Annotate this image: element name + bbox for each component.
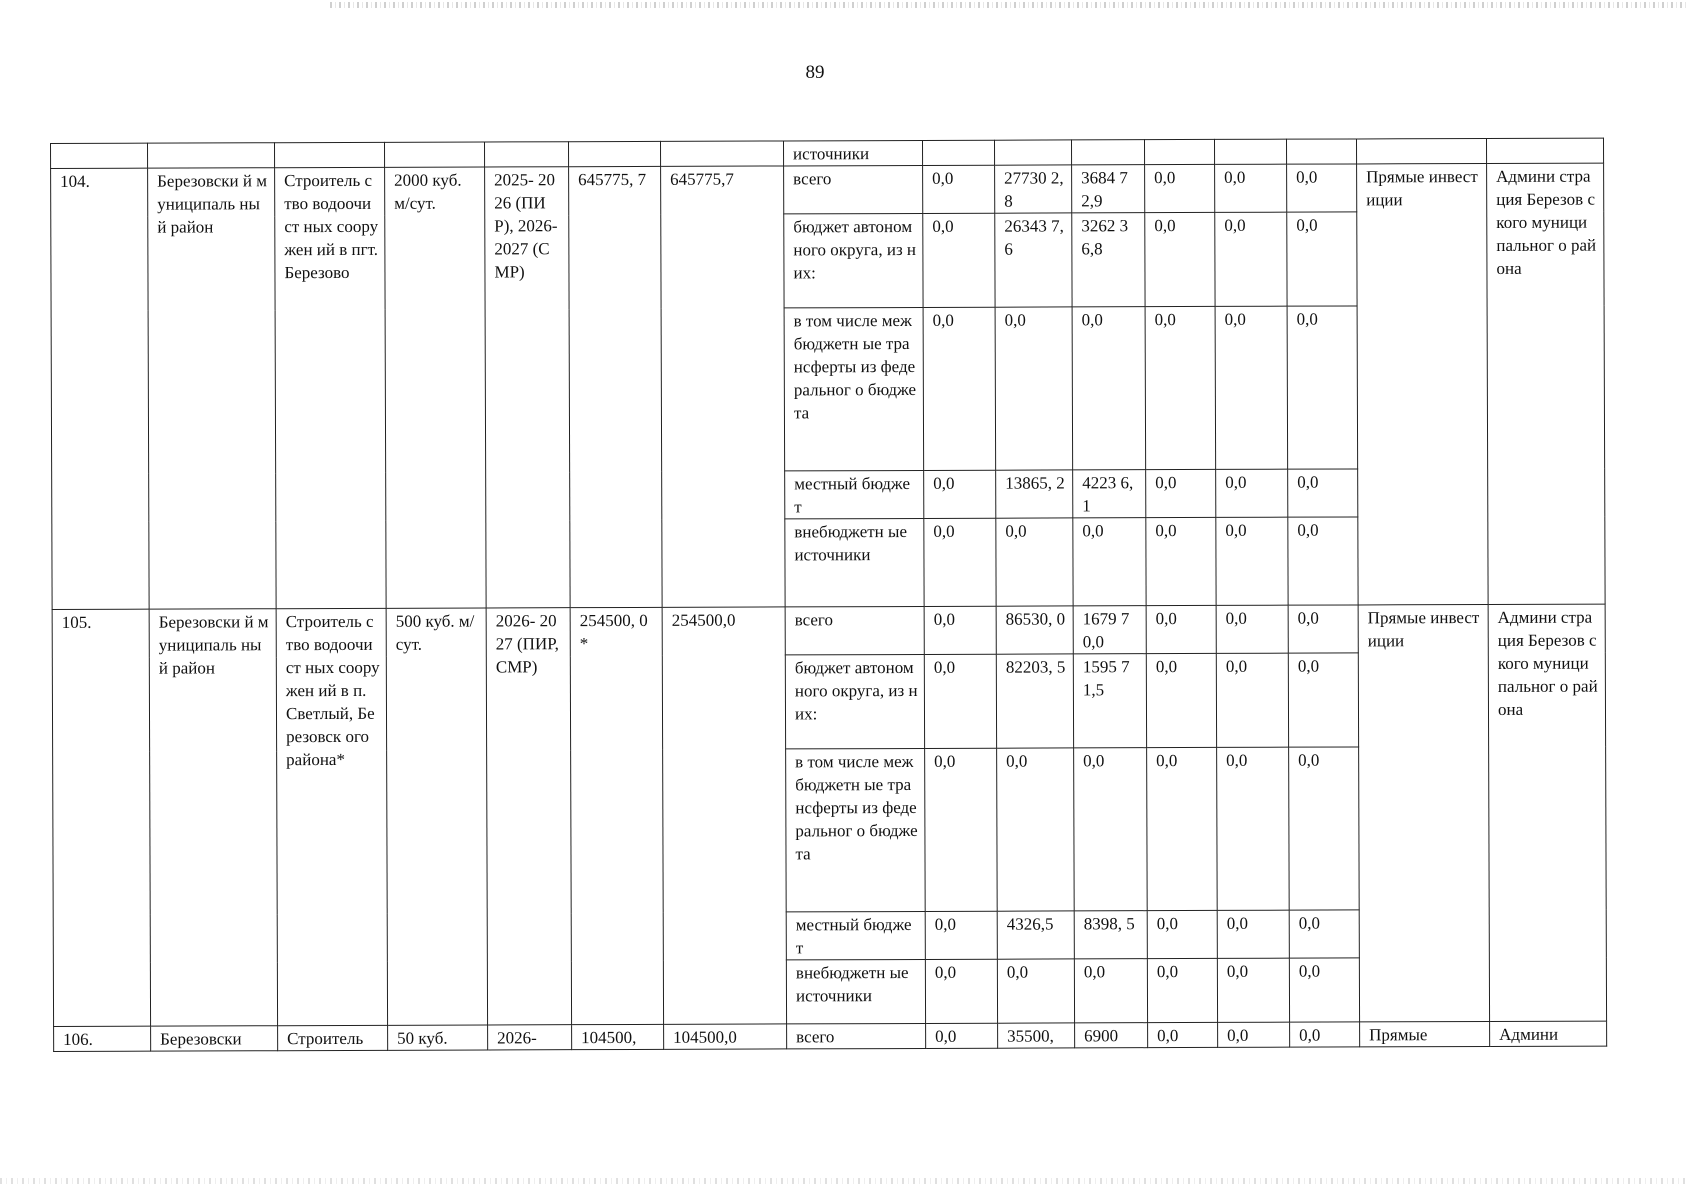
empty-cell <box>1071 140 1144 165</box>
value-cell: 0,0 <box>1147 958 1217 1022</box>
value-cell: 0,0 <box>924 654 996 748</box>
value-cell: 86530, 0 <box>996 606 1073 654</box>
value-cell: 0,0 <box>1217 747 1290 910</box>
executor-cell: Админи <box>1490 1021 1607 1046</box>
value-cell: 1595 71,5 <box>1073 654 1146 748</box>
value-cell: 0,0 <box>1290 1022 1360 1047</box>
empty-cell <box>1356 138 1486 163</box>
cost-total-cell: 645775, 7 <box>569 166 663 607</box>
value-cell: 0,0 <box>1146 653 1216 747</box>
value-cell: 0,0 <box>1215 306 1288 469</box>
value-cell: 0,0 <box>997 959 1074 1023</box>
source-name-cell: всего <box>787 1023 926 1048</box>
row-number: 106. <box>54 1026 151 1051</box>
value-cell: 8398, 5 <box>1074 911 1147 959</box>
value-cell: 3262 36,8 <box>1072 213 1145 307</box>
source-name-cell: местный бюджет <box>786 911 925 959</box>
source-name-cell: всего <box>784 165 923 213</box>
source-name-cell: внебюджетн ые источники <box>786 959 925 1023</box>
capacity-cell: 50 куб. <box>388 1025 488 1050</box>
scan-edge-bottom <box>0 1178 1686 1184</box>
district-cell: Березовски й муниципаль ный район <box>149 609 277 1026</box>
capacity-cell: 2000 куб. м/сут. <box>385 167 487 608</box>
source-name-cell: внебюджетн ые источники <box>785 518 924 606</box>
table-row <box>51 163 1604 216</box>
source-name-cell: местный бюджет <box>785 470 924 518</box>
source-name-cell: бюджет автономного округа, из них: <box>784 213 923 307</box>
value-cell: 0,0 <box>996 518 1073 606</box>
mechanism-cell: Прямые инвестиции <box>1358 604 1489 1021</box>
value-cell: 0,0 <box>1145 212 1215 306</box>
value-cell: 4223 6,1 <box>1073 470 1146 518</box>
value-cell: 82203, 5 <box>996 654 1073 748</box>
district-cell: Березовски й муниципаль ный район <box>148 168 277 609</box>
value-cell: 0,0 <box>1288 469 1358 517</box>
value-cell: 0,0 <box>1216 653 1288 747</box>
value-cell: 0,0 <box>1288 653 1358 747</box>
value-cell: 0,0 <box>1288 517 1358 605</box>
value-cell: 0,0 <box>1289 910 1359 958</box>
row-number: 105. <box>52 609 150 1026</box>
source-name-cell: в том числе межбюджетн ые трансферты из федеральног о бюджета <box>784 307 924 470</box>
source-name-cell: всего <box>785 606 924 654</box>
table-row <box>52 604 1605 657</box>
period-cell: 2026- <box>488 1025 572 1050</box>
executor-cell: Админи страция Березов ского муници пальног о района <box>1488 604 1606 1021</box>
value-cell: 26343 7,6 <box>995 213 1072 307</box>
value-cell: 0,0 <box>924 518 996 606</box>
district-cell: Березовски <box>151 1026 278 1051</box>
empty-cell <box>1214 139 1286 164</box>
value-cell: 0,0 <box>1145 306 1216 469</box>
value-cell: 0,0 <box>925 911 997 959</box>
value-cell: 0,0 <box>1217 958 1289 1022</box>
source-name-cell: в том числе межбюджетн ые трансферты из федеральног о бюджета <box>786 748 926 911</box>
value-cell: 0,0 <box>995 307 1073 470</box>
value-cell: 0,0 <box>1218 1022 1290 1047</box>
value-cell: 6900 <box>1075 1023 1148 1048</box>
empty-cell <box>384 142 484 167</box>
value-cell: 0,0 <box>1289 747 1360 910</box>
executor-cell: Админи страция Березов ского муници пальног о района <box>1487 163 1606 604</box>
empty-cell <box>148 143 275 168</box>
row-number: 104. <box>51 168 150 609</box>
cost-total-cell: 254500, 0* <box>570 607 663 1024</box>
value-cell: 0,0 <box>1215 212 1287 306</box>
capacity-cell: 500 куб. м/сут. <box>386 608 487 1025</box>
investment-table-wrapper <box>50 138 1607 1052</box>
value-cell: 0,0 <box>1287 306 1358 469</box>
period-cell: 2026- 2027 (ПИР, СМР) <box>486 608 571 1025</box>
empty-cell <box>51 143 148 168</box>
value-cell: 1679 70,0 <box>1073 606 1146 654</box>
value-cell: 0,0 <box>923 165 995 213</box>
source-label: источники <box>783 140 922 165</box>
period-cell: 2025- 2026 (ПИР), 2026- 2027 (СМР) <box>485 167 571 608</box>
empty-cell <box>660 141 783 166</box>
table-row-partial <box>54 1021 1607 1051</box>
value-cell: 0,0 <box>1217 910 1289 958</box>
object-cell: Строитель ство водоочист ных сооружен ий в пгт. Березово <box>275 167 387 608</box>
value-cell: 0,0 <box>1074 748 1148 911</box>
mechanism-cell: Прямые <box>1360 1021 1490 1046</box>
empty-cell <box>568 141 660 166</box>
empty-cell <box>484 142 568 167</box>
value-cell: 0,0 <box>1146 517 1216 605</box>
object-cell: Строитель <box>278 1025 388 1050</box>
value-cell: 0,0 <box>1216 469 1288 517</box>
value-cell: 0,0 <box>1288 605 1358 653</box>
investment-projects-table <box>50 138 1607 1052</box>
value-cell: 0,0 <box>1074 959 1147 1023</box>
value-cell: 27730 2,8 <box>995 165 1072 213</box>
scan-edge-top <box>330 2 1686 8</box>
value-cell: 0,0 <box>926 1023 998 1048</box>
cost-remaining-cell: 645775,7 <box>661 166 786 607</box>
value-cell: 0,0 <box>1287 164 1357 212</box>
empty-cell <box>994 140 1071 165</box>
value-cell: 0,0 <box>1289 958 1359 1022</box>
object-cell: Строитель ство водоочист ных сооружен ий в п. Светлый, Березовск ого района* <box>276 608 387 1025</box>
value-cell: 0,0 <box>1072 307 1146 470</box>
value-cell: 4326,5 <box>997 911 1074 959</box>
value-cell: 0,0 <box>1215 164 1287 212</box>
cost-remaining-cell: 104500,0 <box>664 1024 787 1049</box>
value-cell: 0,0 <box>1216 517 1288 605</box>
mechanism-cell: Прямые инвестиции <box>1357 163 1489 604</box>
value-cell: 0,0 <box>1146 605 1216 653</box>
cost-remaining-cell: 254500,0 <box>662 607 786 1024</box>
empty-cell <box>1486 138 1603 163</box>
value-cell: 35500, <box>998 1023 1075 1048</box>
value-cell: 0,0 <box>1147 747 1218 910</box>
value-cell: 0,0 <box>925 959 997 1023</box>
value-cell: 0,0 <box>923 307 996 470</box>
empty-cell <box>922 140 994 165</box>
value-cell: 0,0 <box>1073 518 1146 606</box>
value-cell: 0,0 <box>1148 1022 1218 1047</box>
value-cell: 13865, 2 <box>996 470 1073 518</box>
value-cell: 0,0 <box>924 606 996 654</box>
value-cell: 0,0 <box>997 748 1075 911</box>
value-cell: 0,0 <box>925 748 998 911</box>
page-number: 89 <box>805 62 825 83</box>
value-cell: 0,0 <box>1287 212 1357 306</box>
value-cell: 0,0 <box>924 470 996 518</box>
cost-total-cell: 104500, <box>572 1024 664 1049</box>
value-cell: 0,0 <box>923 213 995 307</box>
empty-cell <box>1286 139 1356 164</box>
value-cell: 3684 72,9 <box>1072 165 1145 213</box>
table-body <box>51 138 1607 1051</box>
source-name-cell: бюджет автономного округа, из них: <box>785 654 924 748</box>
value-cell: 0,0 <box>1216 605 1288 653</box>
value-cell: 0,0 <box>1147 910 1217 958</box>
value-cell: 0,0 <box>1145 164 1215 212</box>
empty-cell <box>1144 139 1214 164</box>
empty-cell <box>275 142 385 167</box>
value-cell: 0,0 <box>1146 469 1216 517</box>
